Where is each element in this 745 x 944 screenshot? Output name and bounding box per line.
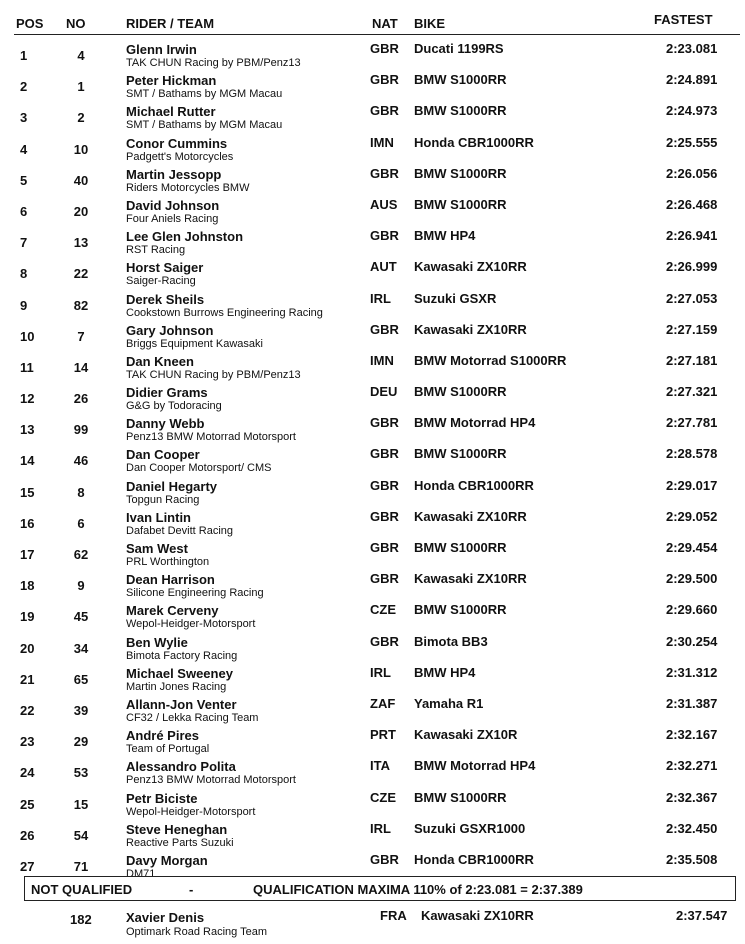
rider-name: Marek Cerveny <box>126 603 219 619</box>
bike-model: BMW S1000RR <box>414 789 507 805</box>
fastest-lap: 2:31.312 <box>666 664 718 680</box>
team-name: Briggs Equipment Kawasaki <box>126 337 263 350</box>
table-row <box>0 662 745 693</box>
team-name: Silicone Engineering Racing <box>126 587 264 600</box>
nationality: GBR <box>370 477 399 493</box>
position: 20 <box>20 640 35 656</box>
bike-model: BMW Motorrad S1000RR <box>414 352 567 368</box>
bike-model: BMW S1000RR <box>414 165 507 181</box>
team-name: RST Racing <box>126 244 186 257</box>
rider-number: 39 <box>73 702 89 718</box>
position: 14 <box>20 453 35 469</box>
fastest-lap: 2:24.891 <box>666 72 718 88</box>
nationality: GBR <box>370 851 399 867</box>
rider-number: 1 <box>77 79 85 95</box>
position: 11 <box>20 359 34 375</box>
position: 10 <box>20 328 35 344</box>
nationality: IRL <box>370 664 391 680</box>
team-name: SMT / Bathams by MGM Macau <box>126 119 283 132</box>
nationality: AUS <box>370 196 398 212</box>
team-name: Dafabet Devitt Racing <box>126 524 233 537</box>
table-row <box>0 537 745 568</box>
rider-number: 14 <box>73 359 89 375</box>
rider-name: Ivan Lintin <box>126 509 191 525</box>
position: 24 <box>20 765 35 781</box>
rider-name: Michael Rutter <box>126 104 216 120</box>
position: 6 <box>20 203 28 219</box>
position: 8 <box>20 266 28 282</box>
team-name: SMT / Bathams by MGM Macau <box>126 88 283 101</box>
position: 4 <box>20 141 28 157</box>
fastest-lap: 2:29.660 <box>666 602 718 618</box>
rider-number: 45 <box>73 609 89 625</box>
rider-number: 46 <box>73 453 89 469</box>
team-name: TAK CHUN Racing by PBM/Penz13 <box>126 368 301 381</box>
rider-name: Dan Cooper <box>126 447 200 463</box>
nationality: GBR <box>370 321 399 337</box>
rider-name: Daniel Hegarty <box>126 478 218 494</box>
nationality: IRL <box>370 290 391 306</box>
table-row <box>0 818 745 849</box>
table-row <box>0 443 745 474</box>
fastest-lap: 2:32.271 <box>666 758 718 774</box>
table-row <box>0 475 745 506</box>
table-row <box>0 599 745 630</box>
fastest-lap: 2:32.167 <box>666 727 718 743</box>
table-row <box>0 506 745 537</box>
rider-name: Peter Hickman <box>126 73 217 89</box>
table-row <box>0 132 745 163</box>
nationality: GBR <box>370 228 399 244</box>
position: 21 <box>20 671 35 687</box>
table-row <box>0 693 745 724</box>
rider-name: Lee Glen Johnston <box>126 229 244 245</box>
position: 18 <box>20 578 35 594</box>
team-name: Team of Portugal <box>126 743 210 756</box>
bike-model: Kawasaki ZX10RR <box>421 908 534 923</box>
rider-name: André Pires <box>126 728 199 744</box>
position: 9 <box>20 297 28 313</box>
fastest-lap: 2:23.081 <box>666 41 718 56</box>
nationality: ZAF <box>370 695 396 711</box>
bike-model: BMW S1000RR <box>414 103 507 119</box>
table-row <box>0 225 745 256</box>
not-qualified-dash: - <box>189 882 194 897</box>
team-name: Optimark Road Racing Team <box>126 926 268 938</box>
table-row <box>0 38 745 69</box>
nationality: GBR <box>370 633 399 649</box>
table-row <box>0 163 745 194</box>
table-row <box>0 724 745 755</box>
results-table <box>0 38 745 880</box>
nationality: AUT <box>370 259 397 275</box>
table-header <box>0 12 745 34</box>
fastest-lap: 2:24.973 <box>666 103 718 119</box>
fastest-lap: 2:25.555 <box>666 134 718 150</box>
table-row <box>0 100 745 131</box>
bike-model: BMW HP4 <box>414 664 476 680</box>
position: 1 <box>20 48 28 63</box>
rider-number: 2 <box>77 110 85 126</box>
fastest-lap: 2:26.941 <box>666 228 718 244</box>
rider-number: 4 <box>77 48 85 63</box>
header-bike: BIKE <box>414 16 446 31</box>
table-row <box>0 256 745 287</box>
position: 12 <box>20 391 35 407</box>
table-row <box>0 319 745 350</box>
not-qualified-label: NOT QUALIFIED <box>31 882 133 897</box>
nationality: GBR <box>370 72 399 88</box>
team-name: Bimota Factory Racing <box>126 649 238 662</box>
position: 3 <box>20 110 28 126</box>
position: 2 <box>20 79 28 95</box>
nationality: GBR <box>370 165 399 181</box>
team-name: Topgun Racing <box>126 493 200 506</box>
bike-model: BMW HP4 <box>414 228 476 244</box>
rider-number: 54 <box>73 827 89 843</box>
position: 7 <box>20 235 28 251</box>
team-name: CF32 / Lekka Racing Team <box>126 711 259 724</box>
fastest-lap: 2:27.053 <box>666 290 718 306</box>
position: 22 <box>20 702 35 718</box>
table-row <box>0 631 745 662</box>
rider-number: 10 <box>73 141 89 157</box>
fastest-lap: 2:32.450 <box>666 820 718 836</box>
bike-model: Kawasaki ZX10RR <box>414 571 527 587</box>
rider-number: 182 <box>70 912 92 927</box>
header-pos: POS <box>16 16 44 31</box>
rider-name: Alessandro Polita <box>126 759 236 775</box>
nationality: GBR <box>370 415 399 431</box>
position: 26 <box>20 827 35 843</box>
position: 15 <box>20 484 35 500</box>
team-name: Riders Motorcycles BMW <box>126 181 250 194</box>
position: 19 <box>20 609 35 625</box>
fastest-lap: 2:26.999 <box>666 259 718 275</box>
rider-number: 13 <box>73 235 89 251</box>
header-fastest: FASTEST <box>654 12 713 27</box>
rider-number: 82 <box>73 297 89 313</box>
nationality: GBR <box>370 446 399 462</box>
table-row <box>0 568 745 599</box>
fastest-lap: 2:27.159 <box>666 321 718 337</box>
table-row <box>0 194 745 225</box>
bike-model: Kawasaki ZX10RR <box>414 259 527 275</box>
header-divider <box>14 34 740 35</box>
rider-number: 6 <box>77 515 85 531</box>
table-row <box>0 412 745 443</box>
bike-model: BMW S1000RR <box>414 384 507 400</box>
header-nat: NAT <box>372 16 398 31</box>
bike-model: BMW S1000RR <box>414 196 507 212</box>
bike-model: BMW S1000RR <box>414 602 507 618</box>
bike-model: Suzuki GSXR1000 <box>414 820 526 836</box>
fastest-lap: 2:27.781 <box>666 415 718 431</box>
rider-name: Glenn Irwin <box>126 42 197 57</box>
fastest-lap: 2:26.468 <box>666 196 718 212</box>
rider-number: 34 <box>73 640 89 656</box>
bike-model: Kawasaki ZX10RR <box>414 321 527 337</box>
rider-number: 62 <box>73 547 89 562</box>
team-name: DM71 <box>126 867 156 880</box>
nationality: IMN <box>370 134 394 150</box>
rider-name: Sam West <box>126 541 188 556</box>
team-name: Penz13 BMW Motorrad Motorsport <box>126 431 296 444</box>
table-row <box>0 69 745 100</box>
team-name: Wepol-Heidger-Motorsport <box>126 618 256 631</box>
team-name: Martin Jones Racing <box>126 680 227 693</box>
fastest-lap: 2:32.367 <box>666 789 718 805</box>
nationality: GBR <box>370 508 399 524</box>
rider-name: Derek Sheils <box>126 291 205 307</box>
rider-number: 65 <box>73 671 89 687</box>
rider-name: Petr Biciste <box>126 790 198 806</box>
rider-number: 8 <box>77 484 85 500</box>
bike-model: Honda CBR1000RR <box>414 851 534 867</box>
bike-model: Suzuki GSXR <box>414 290 497 306</box>
fastest-lap: 2:37.547 <box>676 908 728 923</box>
rider-number: 26 <box>73 391 89 407</box>
bike-model: Ducati 1199RS <box>414 41 504 56</box>
nationality: CZE <box>370 602 396 618</box>
nationality: FRA <box>380 908 407 923</box>
team-name: Wepol-Heidger-Motorsport <box>126 805 256 818</box>
rider-number: 7 <box>77 328 85 344</box>
team-name: G&G by Todoracing <box>126 400 222 413</box>
nationality: IMN <box>370 352 394 368</box>
table-row <box>0 755 745 786</box>
qualification-maxima: QUALIFICATION MAXIMA 110% of 2:23.081 = 2:37.389 <box>253 882 583 897</box>
nationality: IRL <box>370 820 391 836</box>
rider-name: Steve Heneghan <box>126 821 228 837</box>
fastest-lap: 2:29.017 <box>666 477 718 493</box>
nationality: PRT <box>370 727 396 743</box>
fastest-lap: 2:27.181 <box>666 352 718 368</box>
team-name: Cookstown Burrows Engineering Racing <box>126 306 323 319</box>
fastest-lap: 2:29.500 <box>666 571 718 587</box>
bike-model: BMW Motorrad HP4 <box>414 415 536 431</box>
rider-number: 22 <box>73 266 89 282</box>
position: 13 <box>20 422 35 438</box>
team-name: TAK CHUN Racing by PBM/Penz13 <box>126 57 301 69</box>
rider-name: Davy Morgan <box>126 852 208 868</box>
nationality: GBR <box>370 540 399 555</box>
rider-name: Horst Saiger <box>126 260 204 276</box>
rider-name: Conor Cummins <box>126 135 228 151</box>
rider-number: 9 <box>77 578 85 594</box>
position: 5 <box>20 172 28 188</box>
team-name: Four Aniels Racing <box>126 212 219 225</box>
rider-number: 40 <box>73 172 89 188</box>
position: 17 <box>20 547 35 562</box>
fastest-lap: 2:27.321 <box>666 384 718 400</box>
rider-name: Martin Jessopp <box>126 166 222 182</box>
fastest-lap: 2:35.508 <box>666 851 718 867</box>
table-row <box>0 381 745 412</box>
fastest-lap: 2:31.387 <box>666 695 718 711</box>
position: 23 <box>20 734 35 750</box>
nationality: CZE <box>370 789 396 805</box>
rider-name: Ben Wylie <box>126 634 188 650</box>
rider-name: Allann-Jon Venter <box>126 696 237 712</box>
rider-number: 71 <box>73 858 89 874</box>
nationality: GBR <box>370 571 399 587</box>
nq-row <box>0 906 745 942</box>
fastest-lap: 2:29.052 <box>666 508 718 524</box>
fastest-lap: 2:30.254 <box>666 633 718 649</box>
fastest-lap: 2:29.454 <box>666 540 718 555</box>
nationality: DEU <box>370 384 398 400</box>
team-name: PRL Worthington <box>126 556 210 568</box>
nationality: ITA <box>370 758 390 774</box>
table-row <box>0 288 745 319</box>
bike-model: BMW Motorrad HP4 <box>414 758 536 774</box>
rider-name: Xavier Denis <box>126 910 205 925</box>
rider-number: 53 <box>73 765 89 781</box>
position: 27 <box>20 858 35 874</box>
header-no: NO <box>66 16 86 31</box>
bike-model: Honda CBR1000RR <box>414 134 534 150</box>
team-name: Penz13 BMW Motorrad Motorsport <box>126 774 296 787</box>
team-name: Reactive Parts Suzuki <box>126 836 234 849</box>
bike-model: BMW S1000RR <box>414 446 507 462</box>
bike-model: Bimota BB3 <box>414 633 488 649</box>
nationality: GBR <box>370 103 399 119</box>
rider-name: Danny Webb <box>126 416 205 432</box>
bike-model: Kawasaki ZX10RR <box>414 508 527 524</box>
rider-name: Dean Harrison <box>126 572 215 588</box>
rider-name: Gary Johnson <box>126 322 214 338</box>
nationality: GBR <box>370 41 399 56</box>
rider-number: 20 <box>73 203 89 219</box>
bike-model: Yamaha R1 <box>414 695 484 711</box>
rider-name: David Johnson <box>126 197 220 213</box>
rider-number: 99 <box>73 422 89 438</box>
bike-model: BMW S1000RR <box>414 540 507 555</box>
bike-model: Kawasaki ZX10R <box>414 727 518 743</box>
bike-model: BMW S1000RR <box>414 72 507 88</box>
team-name: Padgett's Motorcycles <box>126 150 234 163</box>
team-name: Saiger-Racing <box>126 275 196 288</box>
rider-name: Dan Kneen <box>126 353 194 369</box>
fastest-lap: 2:26.056 <box>666 165 718 181</box>
header-rider-team: RIDER / TEAM <box>126 16 215 31</box>
not-qualified-banner <box>24 876 736 901</box>
position: 16 <box>20 515 35 531</box>
rider-name: Michael Sweeney <box>126 665 233 681</box>
rider-number: 15 <box>73 796 89 812</box>
position: 25 <box>20 796 35 812</box>
fastest-lap: 2:28.578 <box>666 446 718 462</box>
team-name: Dan Cooper Motorsport/ CMS <box>126 462 272 475</box>
rider-number: 29 <box>73 734 89 750</box>
table-row <box>0 787 745 818</box>
rider-name: Didier Grams <box>126 385 208 401</box>
bike-model: Honda CBR1000RR <box>414 477 534 493</box>
table-row <box>0 350 745 381</box>
